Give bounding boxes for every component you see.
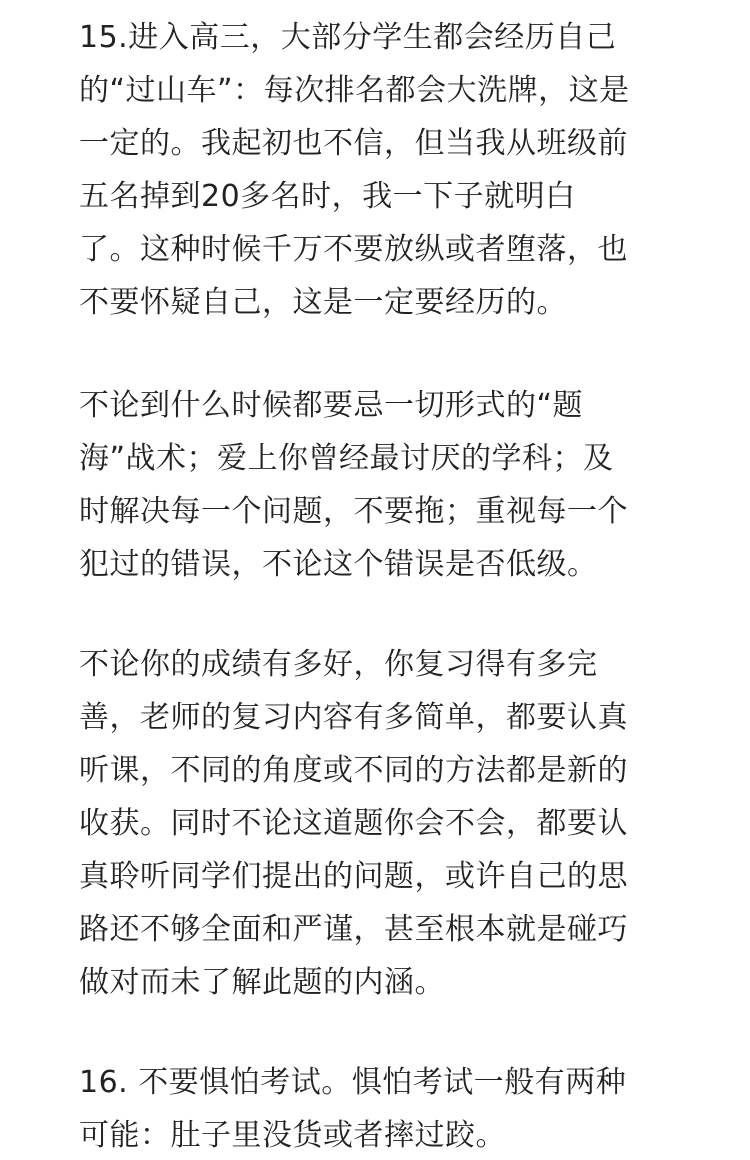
text-line: 一定的。我起初也不信，但当我从班级前 xyxy=(79,126,628,161)
text-line: 不论到什么时候都要忌一切形式的“题 xyxy=(79,388,584,423)
text-line: 可能：肚子里没货或者摔过跤。 xyxy=(79,1118,506,1153)
text-line: 的“过山车”：每次排名都会大洗牌，这是 xyxy=(79,73,630,108)
text-line: 海”战术；爱上你曾经最讨厌的学科；及 xyxy=(79,441,614,476)
text-line: 收获。同时不论这道题你会不会，都要认 xyxy=(79,806,628,841)
text-line: 路还不够全面和严谨，甚至根本就是碰巧 xyxy=(79,912,628,947)
text-line: 善，老师的复习内容有多简单，都要认真 xyxy=(79,700,628,735)
text-line: 听课，不同的角度或不同的方法都是新的 xyxy=(79,753,628,788)
text-line: 五名掉到20多名时，我一下子就明白 xyxy=(79,179,576,214)
text-line: 做对而未了解此题的内涵。 xyxy=(79,965,445,1000)
text-line: 15.进入高三，大部分学生都会经历自己 xyxy=(79,20,617,55)
text-line: 真聆听同学们提出的问题，或许自己的思 xyxy=(79,859,628,894)
text-line: 了。这种时候千万不要放纵或者堕落，也 xyxy=(79,232,628,267)
text-line: 时解决每一个问题，不要拖；重视每一个 xyxy=(79,494,628,529)
text-line: 不要怀疑自己，这是一定要经历的。 xyxy=(79,285,567,320)
text-line: 犯过的错误，不论这个错误是否低级。 xyxy=(79,547,598,582)
text-line: 16. 不要惧怕考试。惧怕考试一般有两种 xyxy=(79,1065,627,1100)
text-line: 不论你的成绩有多好，你复习得有多完 xyxy=(79,647,598,682)
